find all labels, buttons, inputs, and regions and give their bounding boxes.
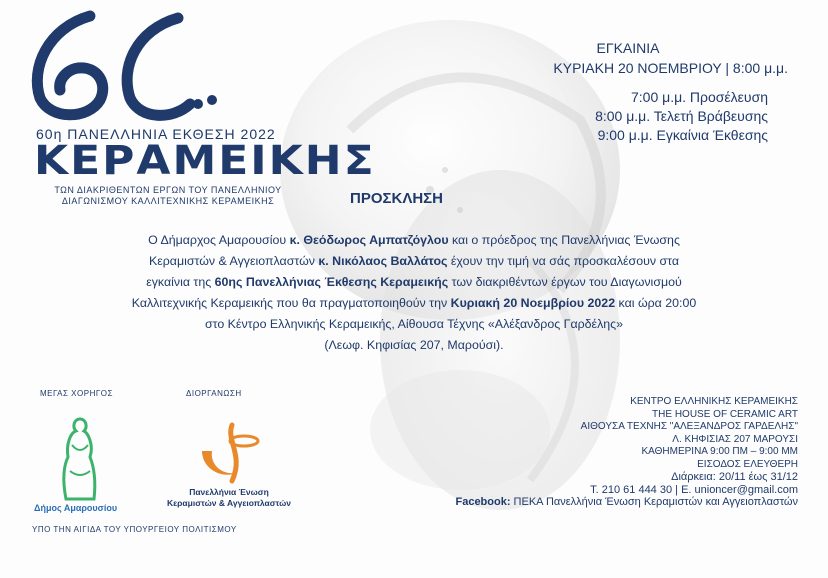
facebook-info xyxy=(378,496,798,509)
exhibition-logo xyxy=(28,8,376,206)
union-name-line: Κεραμιστών & Αγγειοπλαστών xyxy=(167,498,291,508)
grand-sponsor-label: ΜΕΓΑΣ ΧΟΡΗΓΟΣ xyxy=(40,389,113,398)
mayor-name: κ. Θεόδωρος Αμπατζόγλου xyxy=(289,233,449,247)
logo-caption-line: ΤΩΝ ΔΙΑΚΡΙΘΕΝΤΩΝ ΕΡΓΩΝ ΤΟΥ ΠΑΝΕΛΛΗΝΙΟΥ xyxy=(54,185,282,195)
event-info xyxy=(428,38,788,145)
union-logo-icon xyxy=(192,421,272,485)
event-date-bold: Κυριακή 20 Νοεμβρίου 2022 xyxy=(450,296,616,310)
venue-entry: ΕΙΣΟΔΟΣ ΕΛΕΥΘΕΡΗ xyxy=(697,458,798,470)
sixty-numeral-graphic xyxy=(28,8,228,128)
venue-info xyxy=(378,396,798,509)
logo-caption xyxy=(38,185,298,207)
organizer-label: ΔΙΟΡΓΑΝΩΣΗ xyxy=(186,389,242,398)
municipality-name: Δήμος Αμαρουσίου xyxy=(34,503,118,513)
union-name-line: Πανελλήνια Ένωση xyxy=(189,487,269,497)
auspices-text: ΥΠΟ ΤΗΝ ΑΙΓΙΔΑ ΤΟΥ ΥΠΟΥΡΓΕΙΟΥ ΠΟΛΙΤΙΣΜΟΥ xyxy=(32,525,237,534)
facebook-label: Facebook: xyxy=(455,496,511,508)
venue-line: Λ. ΚΗΦΙΣΙΑΣ 207 ΜΑΡΟΥΣΙ xyxy=(672,433,798,445)
exhibition-name: 60ης Πανελλήνιας Έκθεσης Κεραμεικής xyxy=(214,275,449,289)
venue-line: ΑΙΘΟΥΣΑ ΤΕΧΝΗΣ "ΑΛΕΞΑΝΔΡΟΣ ΓΑΡΔΕΛΗΣ" xyxy=(580,421,798,432)
invitation-line: στο Κέντρο Ελληνικής Κεραμεικής, Αίθουσα Τέχνης «Αλέξανδρος Γαρδέλης» xyxy=(204,317,624,331)
logo-subtitle: 60η ΠΑΝΕΛΛΗΝΙΑ ΕΚΘΕΣΗ 2022 xyxy=(36,126,276,142)
invitation-line: εγκαίνια της 60ης Πανελλήνιας Έκθεσης Κεραμεικής των διακριθέντων έργων του Διαγωνισμού xyxy=(146,275,682,289)
schedule-item: 8:00 μ.μ. Τελετή Βράβευσης xyxy=(595,108,768,124)
contact-info: Τ. 210 61 444 30 | Ε. unioncer@gmail.com xyxy=(590,483,798,496)
exhibition-duration: Διάρκεια: 20/11 έως 31/12 xyxy=(671,471,798,483)
venue-line: THE HOUSE OF CERAMIC ART xyxy=(652,408,798,420)
schedule-item: 7:00 μ.μ. Προσέλευση xyxy=(630,89,768,105)
logo-title: ΚΕΡΑΜΕΙΚΗΣ xyxy=(34,138,376,184)
venue-hours: ΚΑΘΗΜΕΡΙΝΑ 9:00 ΠΜ – 9:00 ΜΜ xyxy=(641,446,798,457)
invitation-line: Ο Δήμαρχος Αμαρουσίου κ. Θεόδωρος Αμπατζόγλου και ο πρόεδρος της Πανελλήνιας Ένωσης xyxy=(148,233,680,247)
invitation-line: Κεραμιστών & Αγγειοπλαστών κ. Νικόλαος Βαλλάτος έχουν την τιμή να σάς προσκαλέσουν στα xyxy=(148,254,680,268)
union-name xyxy=(154,487,304,509)
facebook-page-name: ΠΕΚΑ Πανελλήνια Ένωση Κεραμιστών και Αγγειοπλαστών xyxy=(510,496,798,508)
logo-caption-line: ΔΙΑΓΩΝΙΣΜΟΥ ΚΑΛΛΙΤΕΧΝΙΚΗΣ ΚΕΡΑΜΕΙΚΗΣ xyxy=(61,196,275,206)
invitation-line: (Λεωφ. Κηφισίας 207, Μαρούσι). xyxy=(324,338,504,352)
event-schedule xyxy=(428,88,788,145)
venue-line: ΚΕΝΤΡΟ ΕΛΛΗΝΙΚΗΣ ΚΕΡΑΜΕΙΚΗΣ xyxy=(630,396,798,407)
invitation-line: Καλλιτεχνικής Κεραμεικής που θα πραγματοποιηθούν την Κυριακή 20 Νοεμβρίου 2022 και ώρα 20:00 xyxy=(131,296,697,310)
invitation-heading: ΠΡΟΣΚΛΗΣΗ xyxy=(350,190,444,207)
event-date-time: ΚΥΡΙΑΚΗ 20 ΝΟΕΜΒΡΙΟΥ | 8:00 μ.μ. xyxy=(553,60,788,76)
president-name: κ. Νικόλαος Βαλλάτος xyxy=(318,254,448,268)
invitation-text xyxy=(28,230,800,356)
sponsors xyxy=(30,385,310,535)
municipality-logo-icon xyxy=(50,415,110,503)
event-title: ΕΓΚΑΙΝΙΑ xyxy=(596,40,660,56)
schedule-item: 9:00 μ.μ. Εγκαίνια Έκθεσης xyxy=(597,127,768,143)
